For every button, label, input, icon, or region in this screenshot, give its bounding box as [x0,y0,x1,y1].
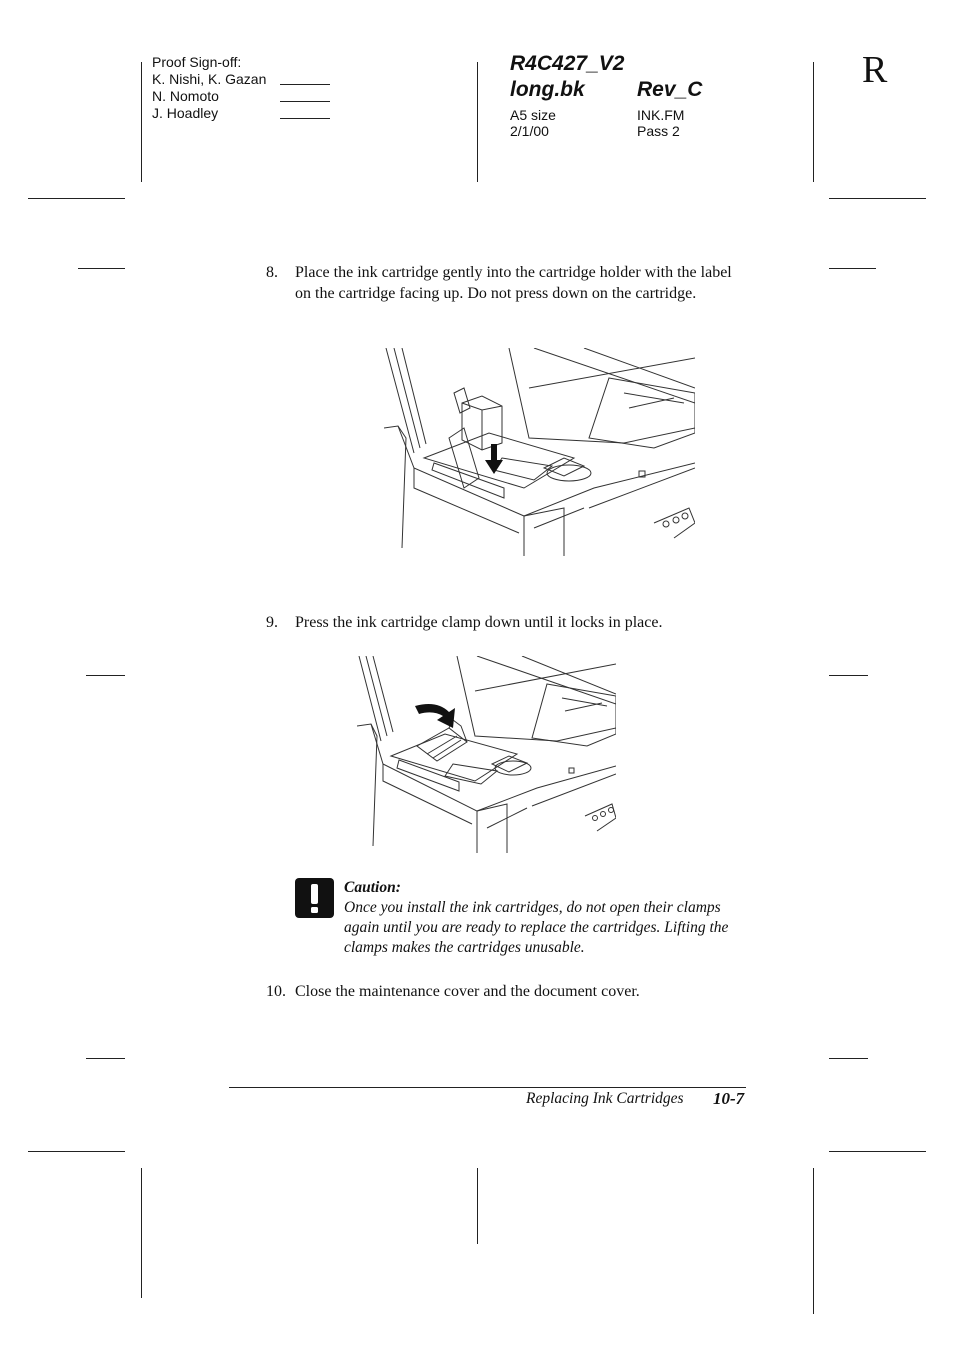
step-number: 10. [266,983,286,1000]
crop-mark [829,675,868,676]
proof-signer: J. Hoadley [152,105,219,121]
crop-mark [813,1168,814,1314]
header-date: 2/1/00 [510,123,549,139]
proof-signer: K. Nishi, K. Gazan [152,71,267,87]
caution-text: Once you install the ink cartridges, do not open their clamps again until you are ready to replace the cartridges. Lifting the clamps makes the cartridges unusable. [344,899,729,956]
crop-mark [813,62,814,182]
crop-mark [78,268,125,269]
header-size: A5 size [510,107,556,123]
crop-mark [28,1151,125,1152]
caution-title: Caution: [344,879,401,896]
page-number: 10-7 [713,1089,745,1108]
step-text: Press the ink cartridge clamp down until it locks in place. [295,614,663,631]
crop-mark [829,1151,926,1152]
header-file: INK.FM [637,107,685,123]
chapter-mark: R [862,49,888,91]
crop-mark [86,675,125,676]
step-number: 8. [266,264,278,281]
header-rev: Rev_C [637,78,703,101]
header-code: R4C427_V2 [510,52,625,75]
proof-title: Proof Sign-off: [152,54,242,70]
signature-line [280,118,330,119]
footer-section: Replacing Ink Cartridges [526,1090,684,1107]
proof-signer: N. Nomoto [152,88,219,104]
step-number: 9. [266,614,278,631]
header-book: long.bk [510,78,585,101]
step-text: Place the ink cartridge gently into the cartridge holder with the label on the cartridge facing up. Do not press down on the cartridge. [295,264,732,302]
exclamation-icon [295,878,334,918]
crop-mark [829,1058,868,1059]
caution-block [344,878,748,958]
crop-mark [141,1168,142,1298]
footer-rule [229,1087,746,1088]
crop-mark [829,268,876,269]
crop-mark [141,62,142,182]
crop-mark [477,62,478,182]
step-text: Close the maintenance cover and the document cover. [295,983,640,1000]
header-pass: Pass 2 [637,123,680,139]
clamp-press-illustration [357,656,616,853]
crop-mark [477,1168,478,1244]
crop-mark [829,198,926,199]
proof-signoff [152,54,266,122]
signature-line [280,101,330,102]
signature-line [280,84,330,85]
crop-mark [28,198,125,199]
crop-mark [86,1058,125,1059]
cartridge-placement-illustration [384,348,695,556]
